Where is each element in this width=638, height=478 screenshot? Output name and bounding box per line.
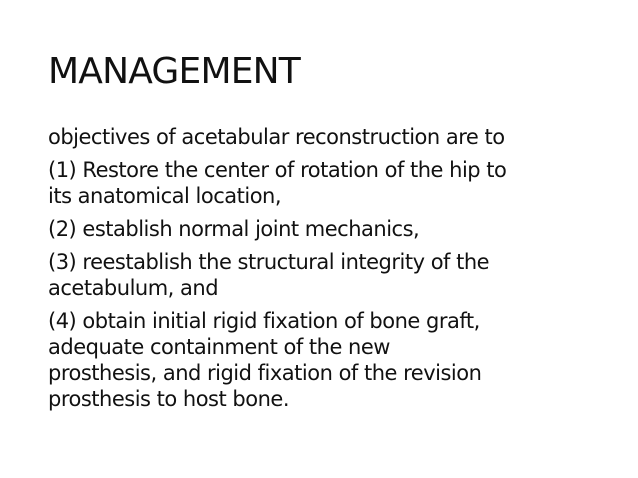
slide-title: MANAGEMENT bbox=[48, 51, 300, 92]
slide-body bbox=[48, 124, 608, 419]
paragraph-objectives bbox=[48, 124, 608, 150]
text-line: objectives of acetabular reconstruction are to bbox=[48, 125, 505, 149]
text-line: prosthesis, and rigid fixation of the revision bbox=[48, 361, 482, 385]
text-line: (3) reestablish the structural integrity of the bbox=[48, 250, 490, 274]
text-line: (1) Restore the center of rotation of the hip to bbox=[48, 158, 507, 182]
text-line: (2) establish normal joint mechanics, bbox=[48, 217, 420, 241]
paragraph-item-4 bbox=[48, 308, 608, 412]
paragraph-item-3 bbox=[48, 249, 608, 301]
text-line: acetabulum, and bbox=[48, 276, 219, 300]
text-line: its anatomical location, bbox=[48, 184, 282, 208]
paragraph-item-1 bbox=[48, 157, 608, 209]
text-line: adequate containment of the new bbox=[48, 335, 390, 359]
text-line: (4) obtain initial rigid fixation of bone graft, bbox=[48, 309, 480, 333]
paragraph-item-2 bbox=[48, 216, 608, 242]
text-line: prosthesis to host bone. bbox=[48, 387, 289, 411]
